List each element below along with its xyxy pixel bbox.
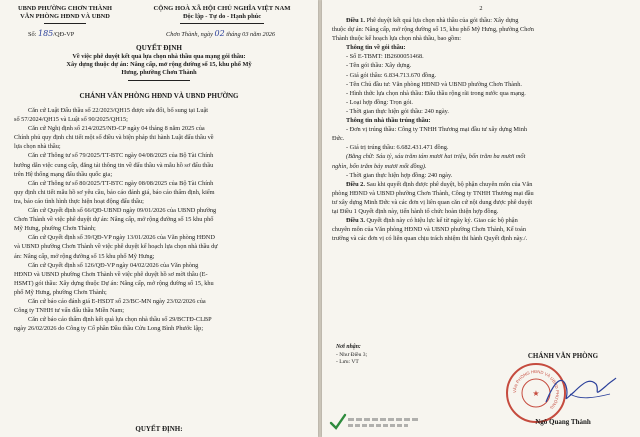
basis-7-line-4: phố Mỹ Hưng, phường Chơn Thành; xyxy=(14,288,107,296)
handwritten-signature xyxy=(540,364,620,414)
basis-5-line-2: Chơn Thành về việc phê duyệt dự án: Nâng cấp, mở rộng đường số 15 khu phố xyxy=(14,216,214,224)
basis-2-line-1: Căn cứ Nghị định số 214/2025/NĐ-CP ngày 04 tháng 8 năm 2025 của xyxy=(28,125,205,133)
package-item-name: - Tên gói thầu: Xây dựng. xyxy=(346,62,412,70)
winner-contract-duration: - Thời gian thực hiện hợp đồng: 240 ngày. xyxy=(346,171,453,179)
basis-2-line-2: Chính phủ quy định chi tiết một số điều và biện pháp thi hành Luật đấu thầu về xyxy=(14,134,214,142)
signer-name: Ngô Quang Thành xyxy=(535,418,591,426)
winner-line-1: - Đơn vị trúng thầu: Công ty TNHH Thương mại đầu tư xây dựng Minh xyxy=(346,126,528,134)
document-title: QUYẾT ĐỊNH xyxy=(136,44,182,52)
article-2-line-1: Sau khi quyết định được phê duyệt, bộ phận chuyên môn của Văn xyxy=(364,180,533,188)
header-underline-left xyxy=(44,23,86,24)
basis-5-line-3: Mỹ Hưng, phường Chơn Thành; xyxy=(14,225,96,233)
document-date: Chơn Thành, ngày 02 tháng 03 năm 2026 xyxy=(166,29,276,38)
svg-text:★: ★ xyxy=(532,389,540,398)
article-3-line-1: Quyết định này có hiệu lực kể từ ngày ký. Giao các bộ phận xyxy=(364,217,518,225)
article-3-line-3: trưởng và các đơn vị có liên quan chịu trách nhiệm thi hành Quyết định này./. xyxy=(332,235,528,243)
package-info-heading: Thông tin về gói thầu: xyxy=(346,44,406,52)
article-3-line-2: chuyên môn của Văn phòng HĐND và UBND phường Chơn Thành, Kế toán xyxy=(332,226,526,234)
document-page-2 xyxy=(322,0,640,437)
basis-4-line-1: Căn cứ Thông tư số 80/2025/TT-BTC ngày 08/08/2025 của Bộ Tài Chính xyxy=(28,179,214,187)
article-1-line-2: thuộc dự án: Nâng cấp, mở rộng đường số 15, khu phố Mỹ Hưng, phường Chơn xyxy=(332,26,534,34)
package-item-owner: - Tên Chủ đầu tư: Văn phòng HĐND và UBND phường Chơn Thành. xyxy=(346,80,522,88)
article-2-line-4: tại Điều 1 Quyết định này, tiến hành tổ chức hoàn thiện hợp đồng. xyxy=(332,207,499,215)
basis-9-line-1: Căn cứ báo cáo thẩm định kết quả lựa chọn nhà thầu số 29/BCTĐ-CLBP xyxy=(28,316,212,324)
svg-text:VĂN PHÒNG HĐND VÀ UBND PHƯỜNG: VĂN PHÒNG HĐND VÀ UBND PHƯỜNG xyxy=(511,368,561,411)
basis-2-line-3: lựa chọn nhà thầu; xyxy=(14,143,61,151)
basis-7-line-2: HĐND và UBND phường Chơn Thành về việc phê duyệt hồ sơ mời thầu (E- xyxy=(14,270,208,278)
decision-heading: QUYẾT ĐỊNH: xyxy=(135,425,183,433)
basis-7-line-3: HSMT) gói thầu: Xây dựng thuộc Dự án: Nâng cấp, mở rộng đường số 15, khu xyxy=(14,279,214,287)
basis-5-line-1: Căn cứ Quyết định số 66/QĐ-UBND ngày 09/01/2026 của UBND phường xyxy=(28,207,217,215)
basis-6-line-3: án: Nâng cấp, mở rộng đường số 15 khu phố Mỹ Hưng; xyxy=(14,252,155,260)
article-1 xyxy=(332,16,632,243)
page-number: 2 xyxy=(479,5,483,12)
basis-7-line-1: Căn cứ Quyết định số 126/QĐ-VP ngày 04/02/2026 của Văn phòng xyxy=(28,261,199,269)
basis-4-line-2: quy định chi tiết mẫu hồ sơ yêu cầu, báo cáo đánh giá, báo cáo thẩm định, kiểm xyxy=(14,188,215,196)
basis-6-line-1: Căn cứ Quyết định số 39/QĐ-VP ngày 13/01/2026 của Văn phòng HĐND xyxy=(28,234,215,242)
winner-info-heading: Thông tin nhà thầu trúng thầu: xyxy=(346,117,431,125)
article-1-line-1: Phê duyệt kết quả lựa chọn nhà thầu của gói thầu: Xây dựng xyxy=(364,17,519,24)
article-2-heading: Điều 2. xyxy=(346,180,365,188)
recipients-heading: Nơi nhận: xyxy=(336,344,361,350)
winner-price: - Giá trị trúng thầu: 6.682.431.471 đồng. xyxy=(346,144,449,152)
package-item-tbmt: - Số E-TBMT: IB2600051468. xyxy=(346,53,424,61)
basis-3-line-1: Căn cứ Thông tư số 79/2025/TT-BTC ngày 04/08/2025 của Bộ Tài Chính xyxy=(28,152,214,160)
authority-heading: CHÁNH VĂN PHÒNG HĐND VÀ UBND PHƯỜNG xyxy=(79,92,239,100)
subject-underline xyxy=(128,80,190,81)
article-3-heading: Điều 3. xyxy=(346,217,365,225)
basis-3-line-2: hướng dẫn việc cung cấp, đăng tải thông tin về đấu thầu và mẫu hồ sơ đấu thầu xyxy=(14,161,214,169)
document-page-1 xyxy=(0,0,318,437)
article-2-line-3: tư xây dựng Minh Đức và các đơn vị liên quan căn cứ nội dung được phê duyệt xyxy=(332,198,533,206)
recipient-2: - Lưu: VT xyxy=(336,359,359,365)
price-in-words-line-1: (Bằng chữ: Sáu tỷ, sáu trăm tám mươi hai triệu, bốn trăm ba mươi mốt xyxy=(346,153,526,161)
article-1-line-3: Thành thuộc kế hoạch lựa chọn nhà thầu, bao gồm: xyxy=(332,35,461,43)
document-number: Số: 185/QĐ-VP xyxy=(28,29,75,38)
basis-8-line-1: Căn cứ báo cáo đánh giá E-HSDT số 23/BC-MN ngày 23/02/2026 của xyxy=(28,297,206,305)
subject-line-2: Xây dựng thuộc dự án: Nâng cấp, mở rộng đường số 15, khu phố Mỹ xyxy=(66,61,252,68)
digital-signature-text-line-1 xyxy=(348,418,420,421)
national-title: CỘNG HOÀ XÃ HỘI CHỦ NGHĨA VIỆT NAM xyxy=(153,5,291,12)
basis-9-line-2: ngày 26/02/2026 do Công ty Cổ phần Đầu thầu Cửu Long Bình Phước lập; xyxy=(14,325,204,333)
basis-8-line-2: Công ty TNHH tư vấn đấu thầu Miền Nam; xyxy=(14,307,124,315)
subject-line-1: Về việc phê duyệt kết quả lựa chọn nhà thầu qua mạng gói thầu: xyxy=(72,53,246,60)
package-item-price: - Giá gói thầu: 6.834.713.670 đồng. xyxy=(346,71,437,79)
basis-1-line-2: số 57/2024/QH15 và Luật số 90/2025/QH15; xyxy=(14,116,128,124)
national-motto: Độc lập - Tự do - Hạnh phúc xyxy=(182,13,262,20)
legal-bases xyxy=(14,106,312,333)
issuing-authority: UBND PHƯỜNG CHƠN THÀNH xyxy=(18,5,112,12)
basis-4-line-3: tra, báo cáo tình hình thực hiện hoạt động đấu thầu; xyxy=(14,197,144,205)
subject-line-3: Hưng, phường Chơn Thành xyxy=(121,69,197,76)
package-item-contract-type: - Loại hợp đồng: Trọn gói. xyxy=(346,98,414,106)
package-item-duration: - Thời gian thực hiện gói thầu: 240 ngày. xyxy=(346,107,449,115)
winner-line-2: Đức. xyxy=(332,135,345,143)
basis-3-line-3: trên Hệ thống mạng đấu thầu quốc gia; xyxy=(14,170,113,178)
recipient-1: - Như Điều 3; xyxy=(336,352,368,358)
signer-title: CHÁNH VĂN PHÒNG xyxy=(527,352,599,360)
checkmark-icon xyxy=(328,412,348,432)
package-item-method: - Hình thức lựa chọn nhà thầu: Đấu thầu rộng rãi trong nước qua mạng. xyxy=(346,89,526,97)
article-2-line-2: phòng HĐND và UBND phường Chơn Thành, Công ty TNHH Thương mại đầu xyxy=(332,189,534,197)
article-1-heading: Điều 1. xyxy=(346,17,365,24)
digital-signature-text-line-2 xyxy=(348,424,408,427)
basis-1-line-1: Căn cứ Luật Đấu thầu số 22/2023/QH15 được sửa đổi, bổ sung tại Luật xyxy=(28,107,209,114)
price-in-words-line-2: nghìn, bốn trăm bảy mươi mốt đồng). xyxy=(332,162,427,170)
basis-6-line-2: và UBND phường Chơn Thành về việc phê duyệt kế hoạch lựa chọn nhà thầu dự xyxy=(14,243,218,251)
header-underline-right xyxy=(180,23,264,24)
issuing-office: VĂN PHÒNG HĐND VÀ UBND xyxy=(20,13,110,20)
